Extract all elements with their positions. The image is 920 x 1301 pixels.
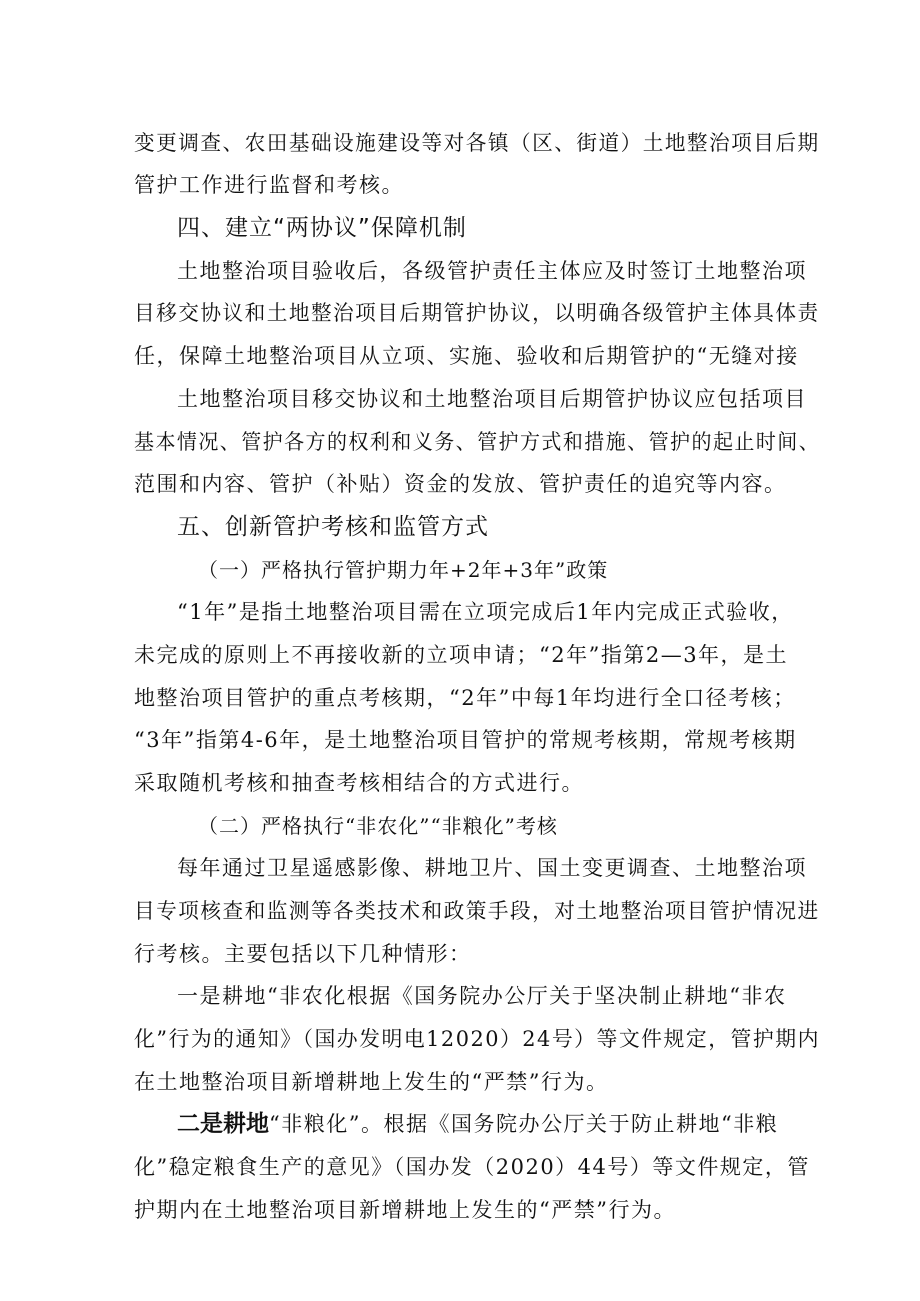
section-heading: 五、创新管护考核和监管方式: [177, 514, 489, 540]
text-line: “3年”指第4-6年，是土地整治项目管护的常规考核期，常规考核期: [134, 728, 797, 752]
section-heading: 四、建立“两协议”保障机制: [177, 215, 467, 241]
text-line: 化”行为的通知》（国办发明电12020）24号）等文件规定，管护期内: [134, 1027, 820, 1051]
text-line: 范围和内容、管护（补贴）资金的发放、管护责任的追究等内容。: [134, 472, 787, 496]
text-line: “1年”是指土地整治项目需在立项完成后1年内完成正式验收，: [177, 600, 794, 624]
text-line: 地整治项目管护的重点考核期，“2年”中每1年均进行全口径考核；: [134, 686, 796, 710]
text-line: 目专项核查和监测等各类技术和政策手段，对土地整治项目管护情况进: [134, 899, 820, 923]
text-line: 土地整治项目移交协议和土地整治项目后期管护协议应包括项目: [177, 387, 807, 411]
text-line: [177, 1109, 778, 1139]
text-line: 任，保障土地整治项目从立项、实施、验收和后期管护的“无缝对接: [134, 344, 799, 368]
text-line: 化”稳定粮食生产的意见》（国办发（2020）44号）等文件规定，管: [134, 1155, 810, 1179]
subsection-heading: （二）严格执行“非农化”“非粮化”考核: [198, 814, 558, 838]
text-line: 护期内在土地整治项目新增耕地上发生的“严禁”行为。: [134, 1198, 676, 1222]
text-line: 采取随机考核和抽查考核相结合的方式进行。: [134, 771, 584, 795]
text-line: 行考核。主要包括以下几种情形：: [134, 942, 472, 966]
text-line: 变更调查、农田基础设施建设等对各镇（区、街道）土地整治项目后期: [134, 131, 820, 155]
subsection-heading: （一）严格执行管护期力年+2年+3年”政策: [198, 558, 609, 582]
text-span: “非粮化”。根据《国务院办公厅关于防止耕地“非粮: [269, 1112, 779, 1136]
text-line: 目移交协议和土地整治项目后期管护协议，以明确各级管护主体具体责: [134, 301, 820, 325]
text-line: 在土地整治项目新增耕地上发生的“严禁”行为。: [134, 1070, 609, 1094]
text-line: 基本情况、管护各方的权利和义务、管护方式和措施、管护的起止时间、: [134, 430, 821, 454]
text-line: 每年通过卫星遥感影像、耕地卫片、国土变更调查、土地整治项: [177, 856, 807, 880]
text-line: 一是耕地“非农化根据《国务院办公厅关于坚决制止耕地“非农: [177, 984, 787, 1008]
text-line: 管护工作进行监督和考核。: [134, 173, 404, 197]
text-line: 未完成的原则上不再接收新的立项申请；“2年”指第2—3年，是土: [134, 643, 789, 667]
text-line: 土地整治项目验收后，各级管护责任主体应及时签订土地整治项: [177, 259, 807, 283]
bold-lead-text: 二是耕地: [177, 1111, 269, 1137]
